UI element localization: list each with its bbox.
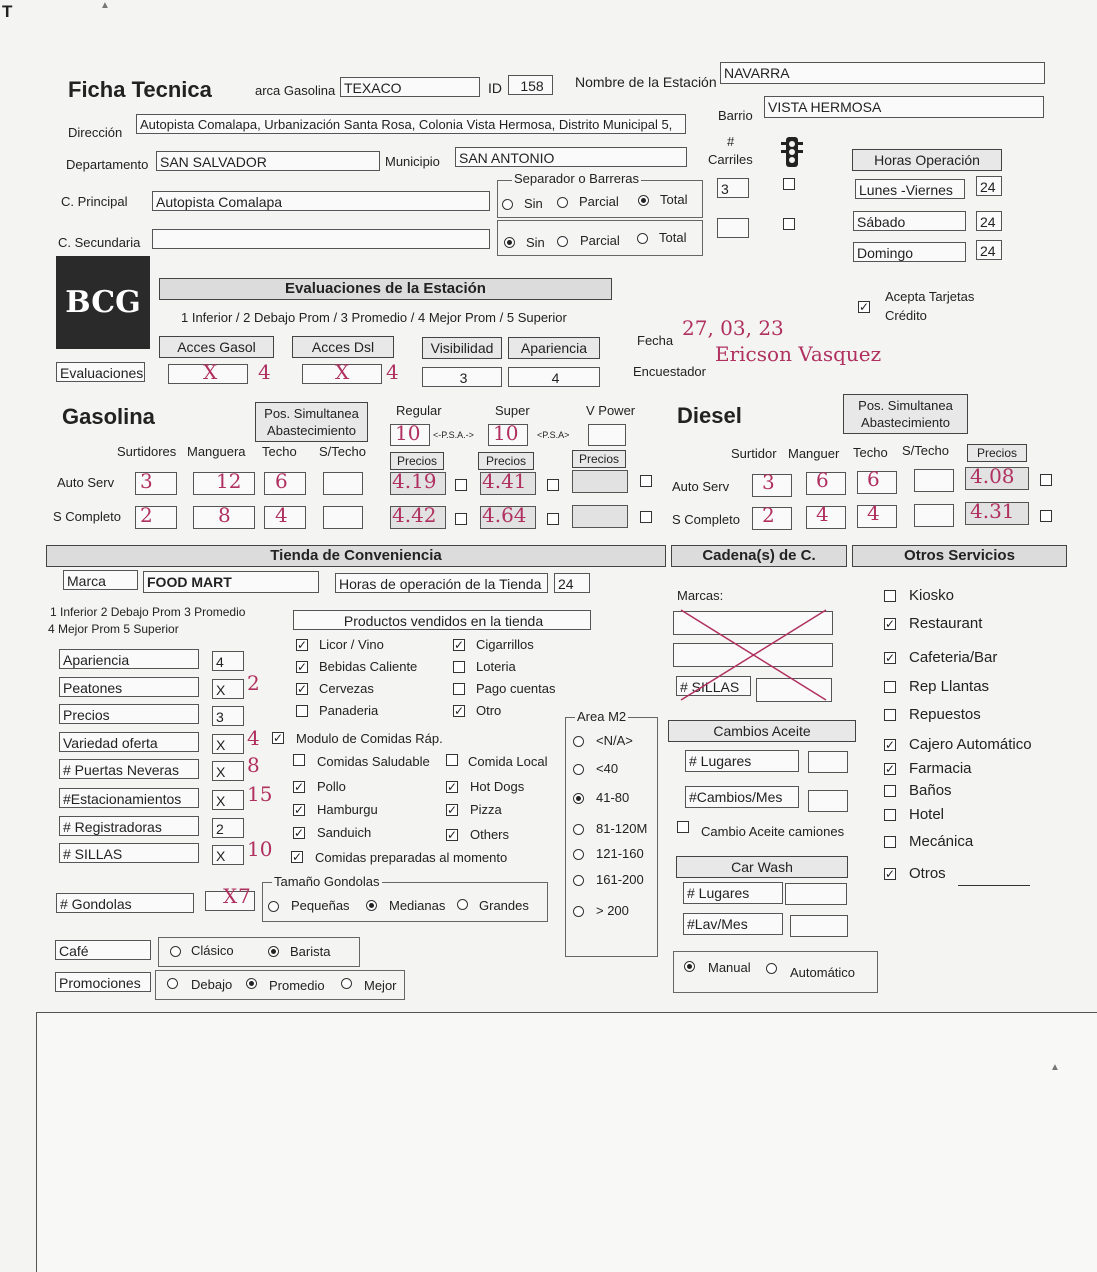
saturday-field[interactable]: 24	[976, 211, 1002, 231]
comida-label: Others	[470, 827, 510, 842]
tienda-row-field[interactable]: X	[212, 845, 244, 865]
marcas-label: Marcas:	[677, 588, 724, 603]
otros-check[interactable]: ✓	[885, 867, 896, 881]
visibilidad-field[interactable]: 3	[422, 367, 502, 387]
lanes-label: Carriles	[708, 152, 753, 167]
diesel-scompleto-label: S Completo	[672, 512, 740, 527]
otros-label: Restaurant	[909, 615, 983, 632]
acces-dsl-button[interactable]: Acces Dsl	[292, 336, 394, 358]
gas-sc-regular-check[interactable]	[455, 513, 467, 525]
muni-label: Municipio	[385, 154, 440, 169]
station-field[interactable]: NAVARRA	[720, 62, 1045, 84]
comida-label: Sanduich	[317, 825, 372, 840]
sep2-parcial-radio[interactable]	[557, 236, 568, 247]
producto-label: Loteria	[476, 659, 516, 674]
otros-check[interactable]: ✓	[885, 617, 896, 631]
mejor-label: Mejor	[364, 978, 397, 993]
traffic-light-check-1[interactable]	[783, 178, 795, 190]
carwash-title[interactable]: Car Wash	[676, 856, 848, 878]
gas-sc-stecho-field[interactable]	[323, 506, 363, 529]
comida-label: Pizza	[470, 802, 502, 817]
csecundaria-label: C. Secundaria	[58, 235, 141, 250]
address-field[interactable]: Autopista Comalapa, Urbanización Santa Rosa, Colonia Vista Hermosa, Distrito Municipal 5,	[136, 114, 686, 134]
gondolas-strike: X	[223, 884, 238, 908]
producto-label: Bebidas Caliente	[319, 659, 418, 674]
comida-check[interactable]: ✓	[447, 803, 458, 817]
otros-check[interactable]: ✓	[885, 738, 896, 752]
gas-as-mang-hw: 12	[216, 469, 242, 493]
producto-check[interactable]	[453, 683, 465, 695]
area-title: Area M2	[577, 709, 627, 724]
sep1-total-radio[interactable]	[638, 195, 649, 206]
super-price-header: Precios	[478, 452, 534, 470]
comida-check[interactable]: ✓	[294, 803, 305, 817]
tienda-row-field[interactable]: X	[212, 790, 244, 810]
sep1-sin-radio[interactable]	[502, 199, 513, 210]
sep1-sin-label: Sin	[524, 196, 543, 211]
tienda-row-label: # Puertas Neveras	[59, 759, 199, 779]
psa-arrow-1: <-P.S.A.->	[433, 430, 474, 440]
clasico-radio[interactable]	[170, 946, 181, 957]
area-option-label: 121-160	[596, 846, 644, 861]
lanes-hash: #	[727, 134, 735, 149]
otros-underline	[958, 885, 1030, 886]
otros-check[interactable]: ✓	[885, 762, 896, 776]
producto-check[interactable]: ✓	[454, 704, 465, 718]
gondolas-hw: 7	[238, 884, 251, 908]
gas-as-surt-hw: 3	[140, 469, 153, 493]
gas-sc-vpower-field[interactable]	[572, 505, 628, 528]
debajo-radio[interactable]	[167, 978, 178, 989]
grandes-label: Grandes	[479, 898, 529, 913]
lanes-field-2[interactable]	[717, 218, 749, 238]
gas-sc-surt-hw: 2	[140, 503, 153, 527]
tienda-row-hw: 4	[247, 726, 260, 750]
area-radio[interactable]	[573, 764, 584, 775]
diesel-as-stecho-field[interactable]	[914, 469, 954, 492]
comidas-prep-check[interactable]: ✓	[292, 850, 303, 864]
encuestador-label: Encuestador	[633, 364, 706, 379]
address-label: Dirección	[68, 125, 123, 140]
gas-as-stecho-field[interactable]	[323, 472, 363, 495]
gas-sc-vpower-check[interactable]	[640, 511, 652, 523]
producto-check[interactable]: ✓	[454, 638, 465, 652]
tienda-row-field[interactable]: X	[212, 734, 244, 754]
area-option-label: <N/A>	[596, 733, 633, 748]
tienda-row-label: Apariencia	[59, 649, 199, 669]
sep1-total-label: Total	[660, 192, 688, 207]
comida-check[interactable]: ✓	[294, 826, 305, 840]
gas-sc-regular-hw: 4.42	[392, 503, 437, 527]
tarjetas-check[interactable]: ✓	[859, 300, 870, 314]
tienda-row-field[interactable]: X	[212, 679, 244, 699]
weekdays-field[interactable]: 24	[976, 176, 1002, 196]
automatico-label: Automático	[790, 965, 856, 980]
barrio-label: Barrio	[718, 108, 753, 123]
cafe-label: Café	[55, 940, 151, 960]
otros-label: Otros	[909, 865, 946, 882]
otros-label: Cajero Automático	[909, 736, 1032, 753]
comida-local-check[interactable]	[446, 754, 458, 766]
tienda-row-label: # SILLAS	[59, 843, 199, 863]
traffic-light-check-2[interactable]	[783, 218, 795, 230]
acces-gasol-strike: X	[203, 360, 218, 384]
apariencia-field[interactable]: 4	[508, 367, 600, 387]
gas-pos-sim-2: Abastecimiento	[267, 423, 356, 438]
super-psa-hw: 10	[493, 421, 519, 445]
otros-label: Rep Llantas	[909, 678, 990, 695]
tienda-row-label: Variedad oferta	[59, 732, 199, 752]
sep2-total-label: Total	[659, 230, 687, 245]
diesel-pos-sim-2: Abastecimiento	[861, 415, 950, 430]
evaluations-title: Evaluaciones de la Estación	[159, 278, 612, 300]
tienda-row-label: #Estacionamientos	[59, 788, 199, 808]
otros-label: Mecánica	[909, 833, 974, 850]
cw-lugares-label: # Lugares	[683, 882, 783, 904]
area-option-label: > 200	[596, 903, 629, 918]
pequenas-radio[interactable]	[268, 901, 279, 912]
cprincipal-label: C. Principal	[61, 194, 128, 209]
diesel-sc-price-hw: 4.31	[970, 499, 1015, 523]
barrio-field[interactable]: VISTA HERMOSA	[764, 96, 1044, 118]
cambios-lugares-label: # Lugares	[685, 750, 799, 772]
diesel-as-price-hw: 4.08	[970, 464, 1015, 488]
page-title: Ficha Tecnica	[68, 77, 212, 102]
comida-saludable-check[interactable]	[293, 754, 305, 766]
diesel-pos-sim-button[interactable]	[843, 394, 968, 434]
surtidores-label: Surtidores	[117, 444, 177, 459]
tienda-row-field[interactable]: 2	[212, 818, 244, 838]
comments-textarea[interactable]	[36, 1012, 1097, 1272]
diesel-autoserv-label: Auto Serv	[672, 479, 730, 494]
acces-dsl-strike: X	[335, 360, 350, 384]
tienda-row-label: # Registradoras	[59, 816, 199, 836]
gondolas-label: # Gondolas	[56, 893, 194, 913]
producto-check[interactable]: ✓	[297, 682, 308, 696]
area-radio[interactable]	[573, 736, 584, 747]
diesel-as-mang-hw: 6	[816, 468, 829, 492]
gas-sc-techo-hw: 4	[275, 503, 288, 527]
gas-as-techo-hw: 6	[275, 469, 288, 493]
saturday-label: Sábado	[853, 211, 966, 231]
diesel-as-surt-hw: 3	[762, 470, 775, 494]
sep1-parcial-label: Parcial	[579, 194, 619, 209]
dept-field[interactable]: SAN SALVADOR	[156, 151, 380, 171]
otros-check[interactable]	[884, 785, 896, 797]
diesel-surtidor-label: Surtidor	[731, 446, 777, 461]
clasico-label: Clásico	[191, 943, 234, 958]
dept-label: Departamento	[66, 157, 149, 172]
separator-label: Separador o Barreras	[514, 171, 640, 186]
cadena-title: Cadena(s) de C.	[671, 545, 847, 567]
id-field[interactable]: 158	[508, 75, 553, 95]
producto-check[interactable]	[296, 705, 308, 717]
diesel-stecho-label: S/Techo	[902, 443, 949, 458]
area-option-label: 81-120M	[596, 821, 648, 836]
tienda-row-label: Precios	[59, 704, 199, 724]
cambios-aceite-title[interactable]: Cambios Aceite	[668, 720, 856, 742]
vpower-psa-field[interactable]	[588, 424, 626, 446]
acces-gasol-button[interactable]: Acces Gasol	[159, 336, 274, 358]
comida-check[interactable]: ✓	[447, 780, 458, 794]
marca-label: Marca	[63, 570, 138, 590]
apariencia-button[interactable]: Apariencia	[508, 337, 600, 359]
gas-as-vpower-field[interactable]	[572, 470, 628, 493]
gas-sc-mang-hw: 8	[218, 503, 231, 527]
comida-label: Hot Dogs	[470, 779, 525, 794]
manual-label: Manual	[708, 960, 751, 975]
comida-saludable-label: Comidas Saludable	[317, 754, 430, 769]
producto-label: Cervezas	[319, 681, 374, 696]
gas-sc-super-hw: 4.64	[482, 503, 527, 527]
automatico-radio[interactable]	[766, 963, 777, 974]
scroll-up-icon-top[interactable]: ▲	[100, 0, 110, 11]
promo-label: Promociones	[55, 972, 151, 992]
area-option-label: <40	[596, 761, 619, 776]
sunday-label: Domingo	[853, 242, 966, 262]
medianas-radio[interactable]	[366, 900, 377, 911]
tienda-scale-1: 1 Inferior 2 Debajo Prom 3 Promedio	[50, 605, 246, 619]
manguera-label: Manguera	[187, 444, 246, 459]
sep2-total-radio[interactable]	[637, 233, 648, 244]
area-radio[interactable]	[573, 906, 584, 917]
comida-check[interactable]: ✓	[294, 780, 305, 794]
otros-check[interactable]	[884, 590, 896, 602]
diesel-techo-label: Techo	[853, 445, 888, 460]
gas-scompleto-label: S Completo	[53, 509, 121, 524]
tamano-label: Tamaño Gondolas	[274, 874, 380, 889]
diesel-sc-techo-hw: 4	[867, 501, 880, 525]
super-label: Super	[495, 403, 530, 418]
grandes-radio[interactable]	[457, 899, 468, 910]
gas-as-regular-check[interactable]	[455, 479, 467, 491]
gas-as-regular-hw: 4.19	[392, 469, 437, 493]
gas-as-super-check[interactable]	[547, 479, 559, 491]
otros-label: Cafeteria/Bar	[909, 649, 998, 666]
regular-label: Regular	[396, 403, 442, 418]
otros-title: Otros Servicios	[852, 545, 1067, 567]
tienda-row-field[interactable]: X	[212, 761, 244, 781]
diesel-sc-surt-hw: 2	[762, 503, 775, 527]
brand-label: arca Gasolina	[255, 83, 336, 98]
productos-title: Productos vendidos en la tienda	[293, 610, 591, 630]
otros-check[interactable]	[884, 836, 896, 848]
lanes-field-1[interactable]: 3	[717, 178, 749, 198]
tienda-row-hw: 10	[247, 837, 273, 861]
id-label: ID	[488, 80, 502, 96]
comida-label: Pollo	[317, 779, 346, 794]
otros-check[interactable]	[884, 681, 896, 693]
area-radio[interactable]	[573, 875, 584, 886]
sunday-field[interactable]: 24	[976, 240, 1002, 260]
producto-label: Cigarrillos	[476, 637, 534, 652]
sep1-parcial-radio[interactable]	[557, 197, 568, 208]
regular-price-header: Precios	[390, 452, 444, 470]
producto-label: Otro	[476, 703, 502, 718]
tarjetas-label-1: Acepta Tarjetas	[885, 289, 975, 304]
otros-check[interactable]: ✓	[885, 651, 896, 665]
otros-label: Farmacia	[909, 760, 972, 777]
cw-lugares-field[interactable]	[785, 883, 847, 905]
cprincipal-field[interactable]: Autopista Comalapa	[152, 191, 490, 211]
gas-as-vpower-check[interactable]	[640, 475, 652, 487]
area-radio[interactable]	[573, 793, 584, 804]
horas-tienda-label: Horas de operación de la Tienda	[335, 573, 548, 593]
comida-label: Hamburgu	[317, 802, 378, 817]
brand-field[interactable]: TEXACO	[340, 77, 480, 97]
visibilidad-button[interactable]: Visibilidad	[422, 337, 502, 359]
promedio-label: Promedio	[269, 978, 325, 993]
otros-label: Kiosko	[909, 587, 955, 604]
producto-check[interactable]	[453, 661, 465, 673]
cambios-lugares-field[interactable]	[808, 751, 848, 773]
comida-local-label: Comida Local	[468, 754, 548, 769]
cw-lav-label: #Lav/Mes	[683, 913, 783, 935]
area-option-label: 41-80	[596, 790, 630, 805]
acces-dsl-hw: 4	[386, 360, 399, 384]
otros-check[interactable]	[884, 809, 896, 821]
muni-field[interactable]: SAN ANTONIO	[455, 147, 687, 167]
diesel-sc-check[interactable]	[1040, 510, 1052, 522]
area-group	[565, 717, 658, 957]
vpower-price-header: Precios	[572, 450, 626, 468]
area-option-label: 161-200	[596, 872, 644, 887]
camiones-check[interactable]	[677, 821, 689, 833]
camiones-label: Cambio Aceite camiones	[701, 824, 845, 839]
cambios-mes-label: #Cambios/Mes	[685, 786, 799, 808]
producto-label: Licor / Vino	[319, 637, 384, 652]
psa-arrow-2: <P.S.A>	[537, 430, 570, 440]
debajo-label: Debajo	[191, 977, 233, 992]
mejor-radio[interactable]	[341, 978, 352, 989]
diesel-sc-stecho-field[interactable]	[914, 504, 954, 527]
tienda-row-field[interactable]: 4	[212, 651, 244, 671]
diesel-title: Diesel	[677, 403, 742, 428]
barista-radio[interactable]	[268, 946, 279, 957]
tienda-row-hw: 15	[247, 782, 273, 806]
diesel-as-check[interactable]	[1040, 474, 1052, 486]
gasolina-title: Gasolina	[62, 404, 155, 429]
otros-label: Repuestos	[909, 706, 981, 723]
weekdays-label: Lunes -Viernes	[855, 179, 965, 199]
manual-radio[interactable]	[684, 961, 695, 972]
producto-check[interactable]: ✓	[297, 660, 308, 674]
marcas-strike	[676, 605, 836, 705]
tienda-title: Tienda de Conveniencia	[46, 545, 666, 567]
comida-check[interactable]: ✓	[447, 828, 458, 842]
gas-as-super-hw: 4.41	[482, 469, 527, 493]
cambios-mes-field[interactable]	[808, 790, 848, 812]
otros-label: Hotel	[909, 806, 945, 823]
hours-title[interactable]: Horas Operación	[852, 149, 1002, 171]
medianas-label: Medianas	[389, 898, 446, 913]
modulo-check[interactable]: ✓	[273, 731, 284, 745]
station-label: Nombre de la Estación	[575, 74, 717, 90]
diesel-pos-sim-1: Pos. Simultanea	[858, 398, 953, 413]
area-radio[interactable]	[573, 824, 584, 835]
traffic-light-icon	[780, 136, 804, 170]
tienda-scale-2: 4 Mejor Prom 5 Superior	[48, 622, 179, 636]
comidas-prep-label: Comidas preparadas al momento	[315, 850, 508, 865]
producto-label: Pago cuentas	[476, 681, 556, 696]
otros-check[interactable]	[884, 709, 896, 721]
modulo-label: Modulo de Comidas Ráp.	[296, 731, 443, 746]
evaluations-row-label: Evaluaciones	[56, 362, 145, 382]
barista-label: Barista	[290, 944, 331, 959]
gas-sc-super-check[interactable]	[547, 513, 559, 525]
scroll-up-icon[interactable]: ▲	[1050, 1062, 1060, 1073]
fecha-value: 27, 03, 23	[682, 316, 784, 340]
vpower-label: V Power	[586, 403, 636, 418]
producto-check[interactable]: ✓	[297, 638, 308, 652]
window-title: T	[2, 2, 13, 21]
diesel-as-techo-hw: 6	[867, 467, 880, 491]
regular-psa-hw: 10	[395, 421, 421, 445]
cadena-sillas-label: # SILLAS	[676, 676, 751, 696]
tienda-row-label: Peatones	[59, 677, 199, 697]
pequenas-label: Pequeñas	[291, 898, 350, 913]
fecha-label: Fecha	[637, 333, 674, 348]
gas-autoserv-label: Auto Serv	[57, 475, 115, 490]
tienda-row-hw: 8	[247, 753, 260, 777]
promedio-radio[interactable]	[246, 978, 257, 989]
gas-pos-sim-button[interactable]	[255, 402, 368, 442]
stecho-label: S/Techo	[319, 444, 366, 459]
acces-gasol-hw: 4	[258, 360, 271, 384]
diesel-manguer-label: Manguer	[788, 446, 840, 461]
producto-label: Panaderia	[319, 703, 379, 718]
sep2-sin-label: Sin	[526, 235, 545, 250]
evaluations-scale: 1 Inferior / 2 Debajo Prom / 3 Promedio / 4 Mejor Prom / 5 Superior	[181, 310, 567, 325]
gas-pos-sim-1: Pos. Simultanea	[264, 406, 359, 421]
horas-tienda-field[interactable]: 24	[554, 573, 590, 593]
diesel-price-header: Precios	[967, 444, 1027, 462]
marca-field[interactable]: FOOD MART	[143, 571, 319, 593]
techo-label: Techo	[262, 444, 297, 459]
diesel-sc-mang-hw: 4	[816, 502, 829, 526]
tarjetas-label-2: Crédito	[885, 308, 927, 323]
csecundaria-field[interactable]	[152, 229, 490, 249]
area-radio[interactable]	[573, 849, 584, 860]
sep2-parcial-label: Parcial	[580, 233, 620, 248]
bcg-logo: BCG	[56, 256, 150, 349]
tienda-row-hw: 2	[247, 671, 260, 695]
encuestador-value: Ericson Vasquez	[715, 342, 882, 366]
otros-label: Baños	[909, 782, 952, 799]
sep2-sin-radio[interactable]	[504, 237, 515, 248]
tienda-row-field[interactable]: 3	[212, 706, 244, 726]
cw-lav-field[interactable]	[790, 915, 848, 937]
